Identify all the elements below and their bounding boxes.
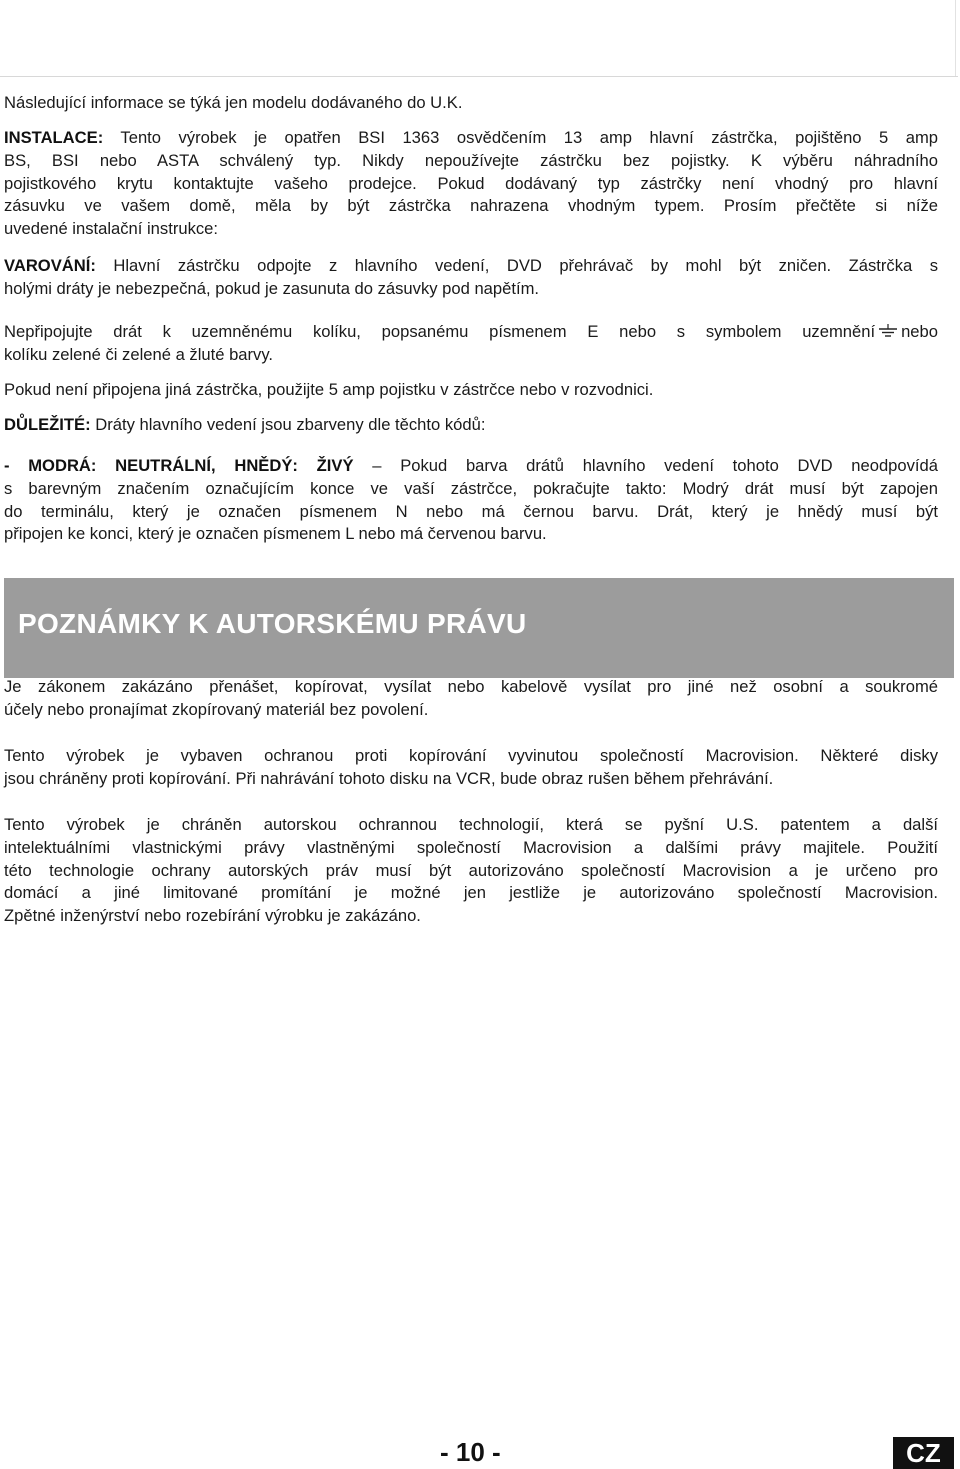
uk-intro [4, 92, 938, 115]
copyright-line: této technologie ochrany autorských práv musí být autorizováno společností Macrovision a je určeno pro [4, 860, 938, 880]
copyright-line: účely nebo pronajímat zkopírovaný materiál bez povolení. [4, 699, 429, 719]
installation-section [4, 127, 938, 241]
copyright-title: POZNÁMKY K AUTORSKÉMU PRÁVU [18, 608, 527, 639]
copyright-line: Zpětné inženýrství nebo rozebírání výrobku je zakázáno. [4, 906, 421, 926]
color-codes-label: - MODRÁ: NEUTRÁLNÍ, HNĚDÝ: ŽIVÝ [4, 456, 354, 475]
installation-line: BS, BSI nebo ASTA schválený typ. Nikdy nepoužívejte zástrčku bez pojistky. K výběru náhradního [4, 150, 938, 170]
important-section [4, 414, 938, 437]
warning-line: holými dráty je nebezpečná, pokud je zasunuta do zásuvky pod napětím. [4, 278, 540, 298]
copyright-banner [4, 578, 954, 678]
copyright-line: intelektuálními vlastnickými právy vlastněnými společností Macrovision a dalšími právy majitele. Použití [4, 837, 938, 857]
copyright-line: Tento výrobek je vybaven ochranou proti kopírování vyvinutou společností Macrovision. Některé disky [4, 746, 938, 765]
color-codes-line: připojen ke konci, který je označen písmenem L nebo má červenou barvu. [4, 524, 547, 544]
installation-line: pojistkového krytu kontaktujte vašeho prodejce. Pokud dodávaný typ zástrčky není vhodný pro hlavní [4, 173, 938, 193]
installation-line: uvedené instalační instrukce: [4, 219, 219, 239]
copyright-line: Je zákonem zakázáno přenášet, kopírovat, vysílat nebo kabelově vysílat pro jiné než osobní a soukromé [4, 677, 938, 696]
installation-line: zásuvku ve vašem domě, měla by být zástrčka nahrazena vhodným typem. Prosím přečtěte si níže [4, 196, 938, 216]
earth-line: kolíku zelené či zelené a žluté barvy. [4, 344, 274, 364]
color-codes-line: do terminálu, který je označen písmenem N nebo má černou barvu. Drát, který je hnědý musí být [4, 501, 938, 521]
copyright-paragraph [4, 676, 938, 722]
warning-label: VAROVÁNÍ: [4, 256, 96, 275]
copyright-line: Tento výrobek je chráněn autorskou ochrannou technologií, která se pyšní U.S. patentem a další [4, 815, 938, 834]
installation-line: Tento výrobek je opatřen BSI 1363 osvědčením 13 amp hlavní zástrčka, pojištěno 5 amp [103, 128, 938, 147]
fuse-note-text: Pokud není připojena jiná zástrčka, použijte 5 amp pojistku v zástrčce nebo v rozvodnici. [4, 380, 654, 399]
header-corner-rule [955, 0, 956, 76]
earth-ground-icon [875, 322, 901, 336]
color-codes-section [4, 455, 938, 546]
copyright-line: domácí a jiné limitované promítání je možné jen jestliže je autorizováno společností Macrovision. [4, 883, 938, 903]
installation-label: INSTALACE: [4, 128, 104, 147]
copyright-line: jsou chráněny proti kopírování. Při nahrávání tohoto disku na VCR, bude obraz rušen během přehrávání. [4, 768, 774, 788]
copyright-paragraph [4, 745, 938, 791]
earth-section [4, 321, 938, 367]
color-codes-line: s barevným značením označujícím konce ve vaší zástrčce, pokračujte takto: Modrý drát musí být zapojen [4, 478, 938, 498]
important-label: DŮLEŽITÉ: [4, 415, 91, 434]
header-rule [0, 76, 958, 77]
uk-intro-text: Následující informace se týká jen modelu dodávaného do U.K. [4, 93, 463, 112]
important-text: Dráty hlavního vedení jsou zbarveny dle těchto kódů: [90, 415, 486, 434]
fuse-note [4, 379, 938, 402]
copyright-paragraph [4, 814, 938, 928]
page-number: - 10 - [440, 1437, 501, 1467]
warning-section [4, 255, 938, 301]
color-codes-line: – Pokud barva drátů hlavního vedení tohoto DVD neodpovídá [353, 456, 938, 475]
language-tag: CZ [893, 1437, 954, 1469]
warning-line: Hlavní zástrčku odpojte z hlavního vedení, DVD přehrávač by mohl být zničen. Zástrčka s [95, 256, 938, 275]
earth-text-after: nebo [901, 322, 938, 341]
earth-text: Nepřipojujte drát k uzemněnému kolíku, popsanému písmenem E nebo s symbolem uzemnění [4, 322, 876, 341]
